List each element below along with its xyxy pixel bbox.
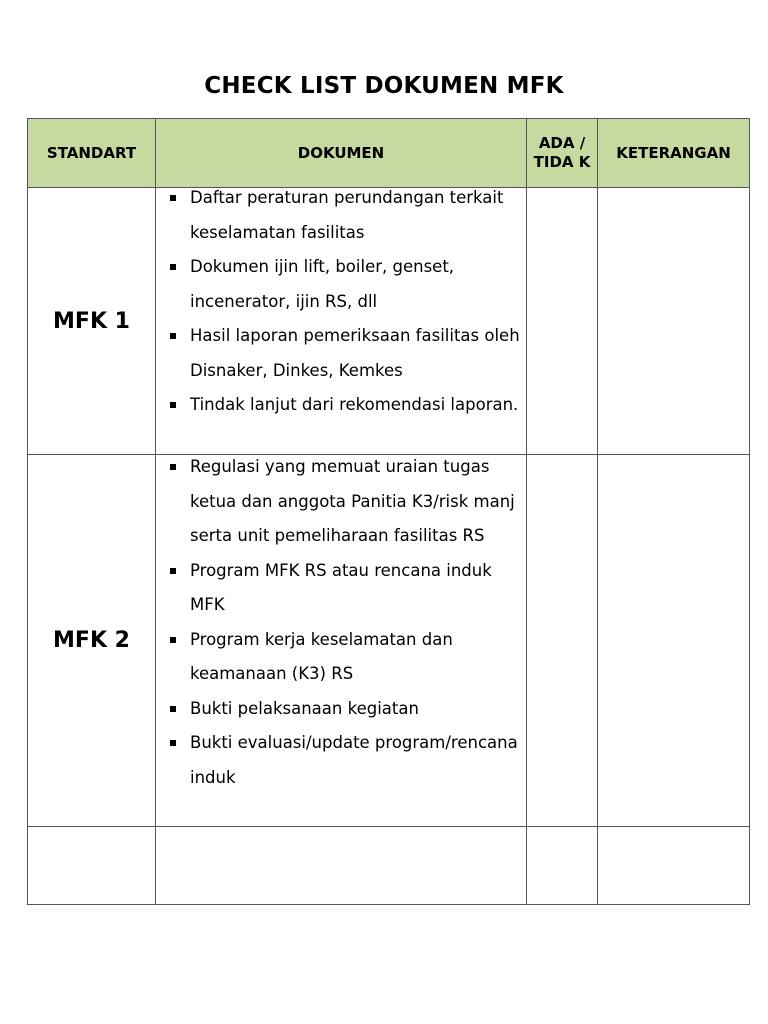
standart-cell: MFK 1: [28, 188, 156, 455]
bullet-icon: [170, 464, 176, 470]
list-item: [170, 692, 526, 727]
bullet-icon: [170, 264, 176, 270]
list-item: [170, 181, 526, 250]
table-row: [28, 188, 750, 455]
standart-cell: MFK 2: [28, 455, 156, 827]
page-title: CHECK LIST DOKUMEN MFK: [204, 73, 564, 99]
ada-tidak-cell: [527, 827, 598, 905]
table-row: [28, 827, 750, 905]
list-item-text: Regulasi yang memuat uraian tugas ketua dan anggota Panitia K3/risk manj serta unit pemeliharaan fasilitas RS: [190, 457, 515, 545]
header-dokumen: DOKUMEN: [156, 119, 527, 188]
list-item-text: Program MFK RS atau rencana induk MFK: [190, 560, 492, 614]
list-item: [170, 623, 526, 692]
keterangan-cell: [598, 188, 750, 455]
dokumen-list: [156, 450, 526, 795]
dokumen-cell: [156, 827, 527, 905]
ada-tidak-cell: [527, 455, 598, 827]
list-item: [170, 388, 526, 423]
list-item: [170, 450, 526, 554]
dokumen-cell: [156, 188, 527, 455]
list-item-text: Daftar peraturan perundangan terkait keselamatan fasilitas: [190, 188, 504, 242]
bullet-icon: [170, 637, 176, 643]
list-item-text: Hasil laporan pemeriksaan fasilitas oleh Disnaker, Dinkes, Kemkes: [190, 326, 520, 380]
checklist-table: [27, 118, 750, 905]
list-item: [170, 726, 526, 795]
standart-cell: [28, 827, 156, 905]
table-row: [28, 455, 750, 827]
bullet-icon: [170, 740, 176, 746]
bullet-icon: [170, 333, 176, 339]
bullet-icon: [170, 195, 176, 201]
list-item-text: Tindak lanjut dari rekomendasi laporan.: [190, 395, 519, 414]
list-item-text: Program kerja keselamatan dan keamanaan (K3) RS: [190, 629, 453, 683]
bullet-icon: [170, 706, 176, 712]
list-item-text: Dokumen ijin lift, boiler, genset, incenerator, ijin RS, dll: [190, 257, 455, 311]
keterangan-cell: [598, 455, 750, 827]
list-item: [170, 554, 526, 623]
bullet-icon: [170, 402, 176, 408]
header-ada-tidak: ADA / TIDA K: [527, 119, 598, 188]
keterangan-cell: [598, 827, 750, 905]
header-keterangan: KETERANGAN: [598, 119, 750, 188]
bullet-icon: [170, 568, 176, 574]
list-item: [170, 250, 526, 319]
ada-tidak-cell: [527, 188, 598, 455]
header-standart: STANDART: [28, 119, 156, 188]
list-item-text: Bukti pelaksanaan kegiatan: [190, 698, 419, 718]
list-item: [170, 319, 526, 388]
dokumen-list: [156, 181, 526, 423]
dokumen-cell: [156, 455, 527, 827]
table-header-row: [28, 119, 750, 188]
list-item-text: Bukti evaluasi/update program/rencana induk: [190, 733, 518, 787]
